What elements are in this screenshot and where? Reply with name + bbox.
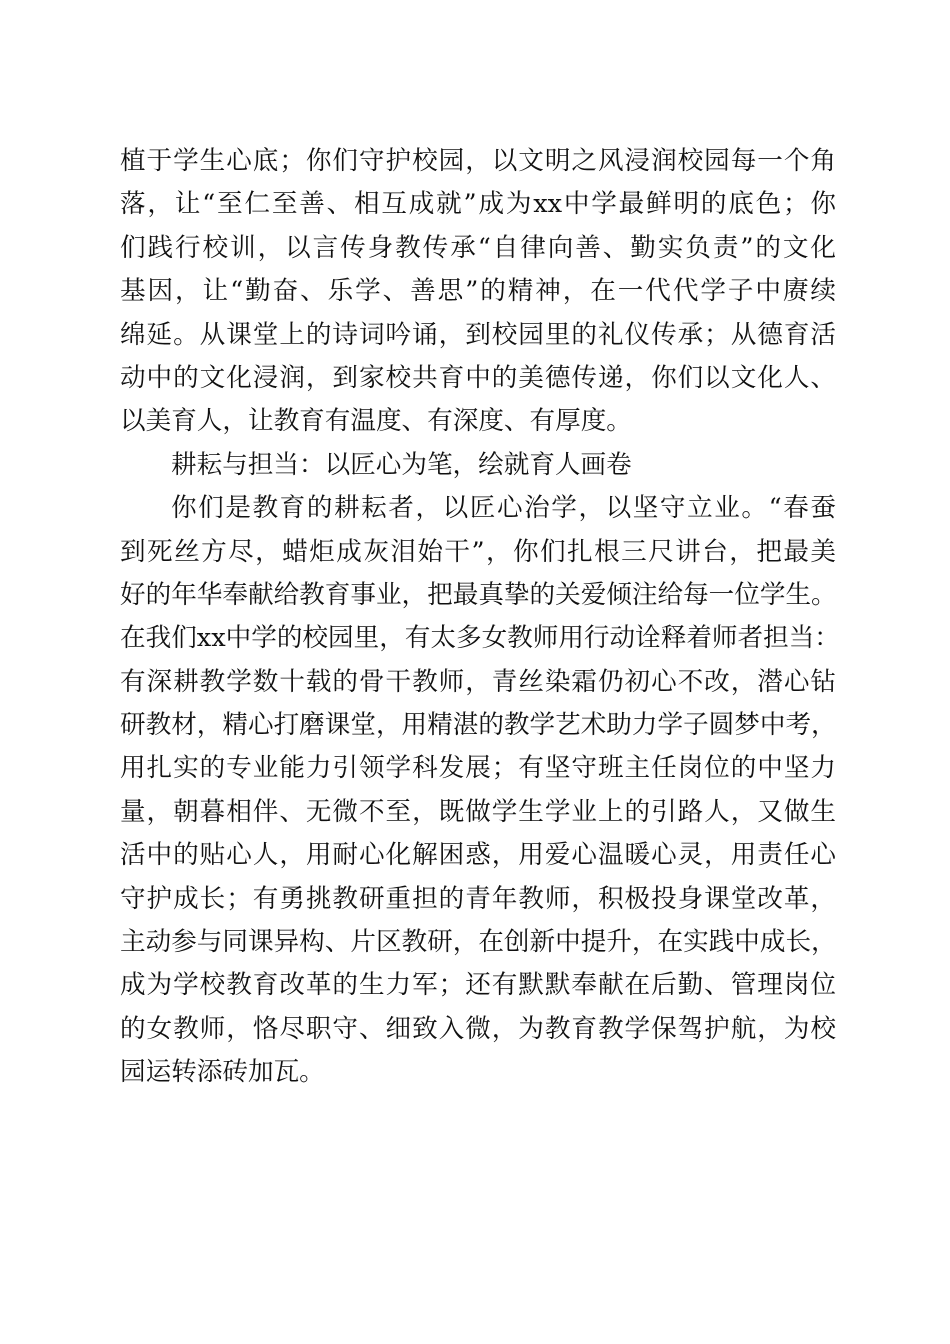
text-line: 植于学生心底；你们守护校园，以文明之风浸润校园每一个角 bbox=[120, 146, 836, 176]
text-line: 到死丝方尽，蜡炬成灰泪始干”，你们扎根三尺讲台，把最美 bbox=[120, 536, 836, 567]
text-line: 量，朝暮相伴、无微不至，既做学生学业上的引路人，又做生 bbox=[120, 796, 836, 827]
text-line: 落，让“至仁至善、相互成就”成为xx中学最鲜明的底色；你 bbox=[120, 189, 836, 220]
text-line: 们践行校训，以言传身教传承“自律向善、勤实负责”的文化 bbox=[120, 232, 836, 263]
text-line: 基因，让“勤奋、乐学、善思”的精神，在一代代学子中赓续 bbox=[120, 276, 836, 307]
text-line: 研教材，精心打磨课堂，用精湛的教学艺术助力学子圆梦中考， bbox=[120, 710, 837, 741]
text-line: 成为学校教育改革的生力军；还有默默奉献在后勤、管理岗位 bbox=[120, 970, 836, 1001]
text-line: 主动参与同课异构、片区教研，在创新中提升，在实践中成长， bbox=[120, 927, 837, 958]
text-line: 动中的文化浸润，到家校共育中的美德传递，你们以文化人、 bbox=[120, 362, 836, 393]
text-line: 以美育人，让教育有温度、有深度、有厚度。 bbox=[120, 406, 632, 437]
section-heading: 耕耘与担当：以匠心为笔，绘就育人画卷 bbox=[171, 449, 632, 480]
text-line: 绵延。从课堂上的诗词吟诵，到校园里的礼仪传承；从德育活 bbox=[120, 319, 836, 350]
text-line: 的女教师，恪尽职守、细致入微，为教育教学保驾护航，为校 bbox=[120, 1013, 836, 1044]
text-line: 好的年华奉献给教育事业，把最真挚的关爱倾注给每一位学生。 bbox=[120, 579, 837, 610]
text-line: 园运转添砖加瓦。 bbox=[120, 1057, 325, 1088]
document-body bbox=[120, 140, 840, 1095]
text-line: 守护成长；有勇挑教研重担的青年教师，积极投身课堂改革， bbox=[120, 883, 836, 914]
text-line: 活中的贴心人，用耐心化解困惑，用爱心温暖心灵，用责任心 bbox=[120, 840, 836, 871]
text-line: 在我们xx中学的校园里，有太多女教师用行动诠释着师者担当： bbox=[120, 623, 840, 654]
text-line: 你们是教育的耕耘者，以匠心治学，以坚守立业。“春蚕 bbox=[171, 493, 836, 524]
text-line: 用扎实的专业能力引领学科发展；有坚守班主任岗位的中坚力 bbox=[120, 753, 836, 784]
text-line: 有深耕教学数十载的骨干教师，青丝染霜仍初心不改，潜心钻 bbox=[120, 666, 836, 697]
